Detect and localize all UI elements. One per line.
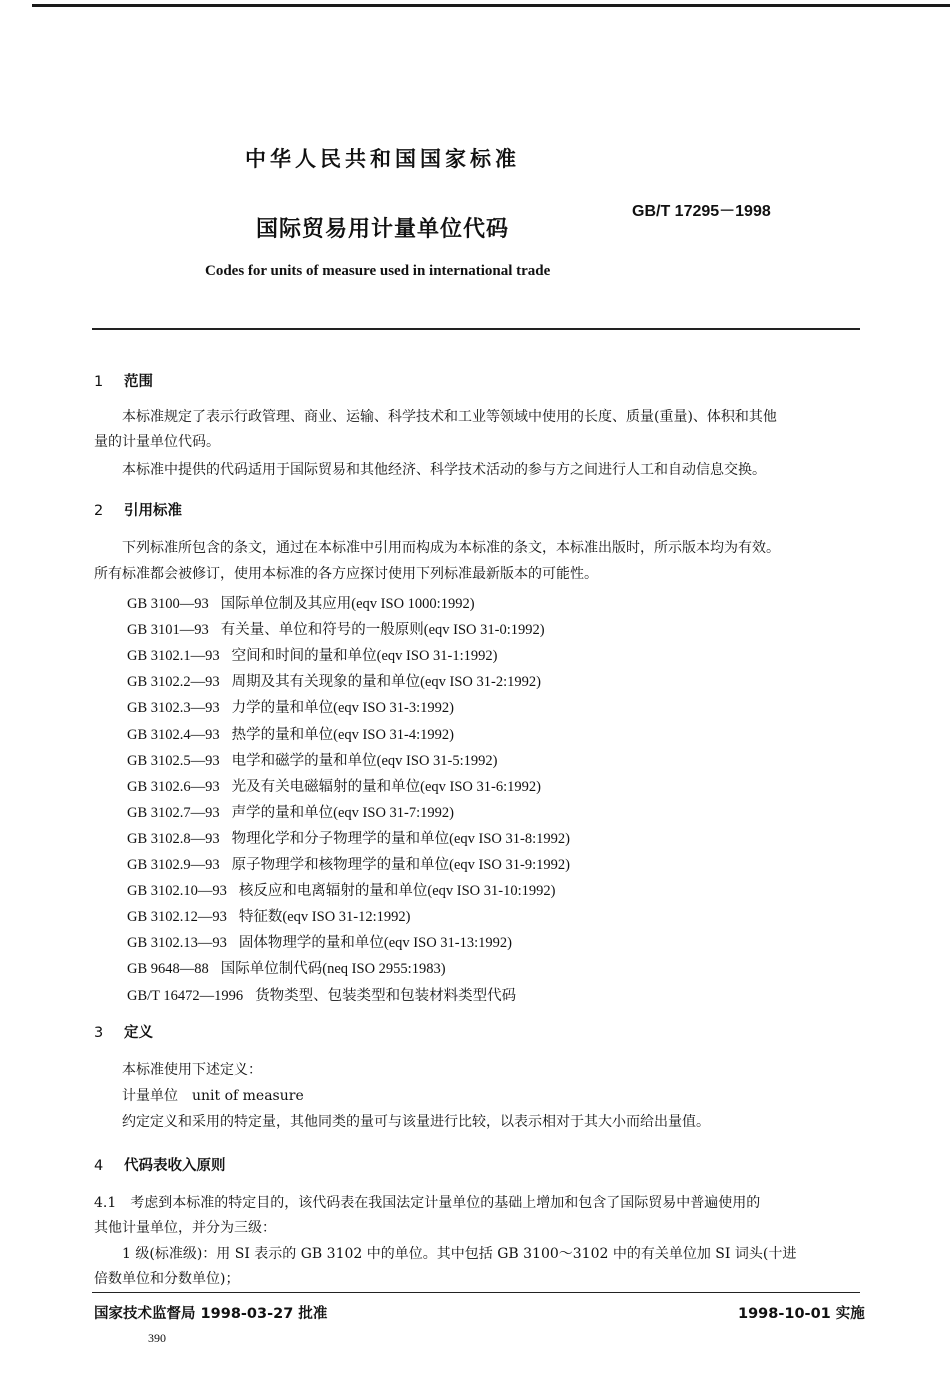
reference-code: GB 3102.1—93 bbox=[127, 648, 220, 664]
reference-title: 电学和磁学的量和单位(eqv ISO 31-5:1992) bbox=[231, 753, 498, 769]
reference-title: 国际单位制及其应用(eqv ISO 1000:1992) bbox=[220, 596, 475, 612]
section-2-paragraph-line: 所有标准都会被修订，使用本标准的各方应探讨使用下列标准最新版本的可能性。 bbox=[94, 566, 598, 582]
section-1-paragraph-line: 本标准规定了表示行政管理、商业、运输、科学技术和工业等领域中使用的长度、质量(重量)、体积和其他 bbox=[122, 409, 777, 425]
reference-item bbox=[127, 957, 446, 978]
section-1-paragraph: 本标准中提供的代码适用于国际贸易和其他经济、科学技术活动的参与方之间进行人工和自动信息交换。 bbox=[122, 462, 766, 478]
section-4-paragraph-line: 其他计量单位，并分为三级： bbox=[94, 1220, 276, 1236]
definition-term: 计量单位 unit of measure bbox=[122, 1088, 304, 1104]
section-number: 3 bbox=[94, 1025, 104, 1041]
section-3-intro: 本标准使用下述定义： bbox=[122, 1062, 262, 1078]
reference-title: 周期及其有关现象的量和单位(eqv ISO 31-2:1992) bbox=[231, 674, 541, 690]
reference-code: GB 3102.12—93 bbox=[127, 909, 227, 925]
reference-item bbox=[127, 827, 570, 848]
reference-code: GB 3102.10—93 bbox=[127, 883, 227, 899]
reference-title: 特征数(eqv ISO 31-12:1992) bbox=[238, 909, 411, 925]
reference-code: GB 3102.9—93 bbox=[127, 857, 220, 873]
reference-item bbox=[127, 644, 497, 665]
reference-code: GB 3101—93 bbox=[127, 622, 209, 638]
approval-date: 国家技术监督局 1998-03-27 批准 bbox=[94, 1306, 328, 1322]
section-title: 定义 bbox=[124, 1025, 153, 1041]
reference-code: GB 3102.13—93 bbox=[127, 935, 227, 951]
reference-title: 声学的量和单位(eqv ISO 31-7:1992) bbox=[231, 805, 454, 821]
reference-code: GB/T 16472—1996 bbox=[127, 988, 244, 1004]
reference-code: GB 3100—93 bbox=[127, 596, 209, 612]
section-2-paragraph-line: 下列标准所包含的条文，通过在本标准中引用而构成为本标准的条文，本标准出版时，所示版本均为有效。 bbox=[122, 540, 780, 556]
reference-code: GB 3102.6—93 bbox=[127, 779, 220, 795]
reference-title: 货物类型、包装类型和包装材料类型代码 bbox=[255, 988, 517, 1004]
section-4-paragraph-line: 4.1 考虑到本标准的特定目的，该代码表在我国法定计量单位的基础上增加和包含了国际贸易中普遍使用的 bbox=[94, 1195, 761, 1211]
reference-item bbox=[127, 984, 516, 1005]
reference-item bbox=[127, 670, 541, 691]
reference-code: GB 3102.5—93 bbox=[127, 753, 220, 769]
footer-divider bbox=[92, 1292, 860, 1293]
reference-code: GB 9648—88 bbox=[127, 961, 209, 977]
header-divider bbox=[92, 328, 860, 330]
reference-title: 热学的量和单位(eqv ISO 31-4:1992) bbox=[231, 727, 454, 743]
implementation-date: 1998-10-01 实施 bbox=[738, 1306, 865, 1322]
reference-title: 物理化学和分子物理学的量和单位(eqv ISO 31-8:1992) bbox=[231, 831, 570, 847]
reference-code: GB 3102.8—93 bbox=[127, 831, 220, 847]
section-2-heading bbox=[94, 499, 182, 520]
reference-title: 空间和时间的量和单位(eqv ISO 31-1:1992) bbox=[231, 648, 498, 664]
section-title: 代码表收入原则 bbox=[124, 1158, 226, 1174]
reference-code: GB 3102.7—93 bbox=[127, 805, 220, 821]
reference-code: GB 3102.4—93 bbox=[127, 727, 220, 743]
reference-title: 原子物理学和核物理学的量和单位(eqv ISO 31-9:1992) bbox=[231, 857, 570, 873]
section-number: 4 bbox=[94, 1158, 104, 1174]
reference-item bbox=[127, 801, 454, 822]
reference-item bbox=[127, 696, 454, 717]
reference-item bbox=[127, 775, 541, 796]
reference-item bbox=[127, 618, 545, 639]
reference-item bbox=[127, 931, 512, 952]
reference-item bbox=[127, 905, 410, 926]
reference-title: 国际单位制代码(neq ISO 2955:1983) bbox=[220, 961, 446, 977]
reference-item bbox=[127, 592, 475, 613]
reference-code: GB 3102.2—93 bbox=[127, 674, 220, 690]
section-title: 引用标准 bbox=[124, 503, 182, 519]
reference-title: 固体物理学的量和单位(eqv ISO 31-13:1992) bbox=[238, 935, 512, 951]
section-number: 2 bbox=[94, 503, 104, 519]
reference-title: 有关量、单位和符号的一般原则(eqv ISO 31-0:1992) bbox=[220, 622, 545, 638]
section-4-paragraph-line: 倍数单位和分数单位)； bbox=[94, 1271, 240, 1287]
standard-code: GB/T 17295－1998 bbox=[632, 203, 771, 220]
title-chinese: 国际贸易用计量单位代码 bbox=[256, 217, 510, 242]
national-standard-heading: 中华人民共和国国家标准 bbox=[245, 147, 520, 171]
reference-title: 核反应和电离辐射的量和单位(eqv ISO 31-10:1992) bbox=[238, 883, 556, 899]
section-number: 1 bbox=[94, 374, 104, 390]
section-4-paragraph-line: 1 级(标准级)：用 SI 表示的 GB 3102 中的单位。其中包括 GB 3100～3102 中的有关单位加 SI 词头(十进 bbox=[122, 1246, 797, 1262]
reference-code: GB 3102.3—93 bbox=[127, 700, 220, 716]
section-3-heading bbox=[94, 1021, 153, 1042]
reference-title: 力学的量和单位(eqv ISO 31-3:1992) bbox=[231, 700, 454, 716]
reference-item bbox=[127, 853, 570, 874]
reference-item bbox=[127, 749, 497, 770]
reference-title: 光及有关电磁辐射的量和单位(eqv ISO 31-6:1992) bbox=[231, 779, 541, 795]
reference-item bbox=[127, 879, 555, 900]
section-4-heading bbox=[94, 1154, 226, 1175]
reference-item bbox=[127, 723, 454, 744]
top-border-line bbox=[32, 4, 950, 7]
title-english: Codes for units of measure used in international trade bbox=[205, 263, 551, 279]
definition-text: 约定定义和采用的特定量，其他同类的量可与该量进行比较，以表示相对于其大小而给出量值。 bbox=[122, 1114, 710, 1130]
section-title: 范围 bbox=[124, 374, 153, 390]
section-1-heading bbox=[94, 370, 153, 391]
page-number: 390 bbox=[148, 1331, 166, 1345]
section-1-paragraph-line: 量的计量单位代码。 bbox=[94, 434, 220, 450]
